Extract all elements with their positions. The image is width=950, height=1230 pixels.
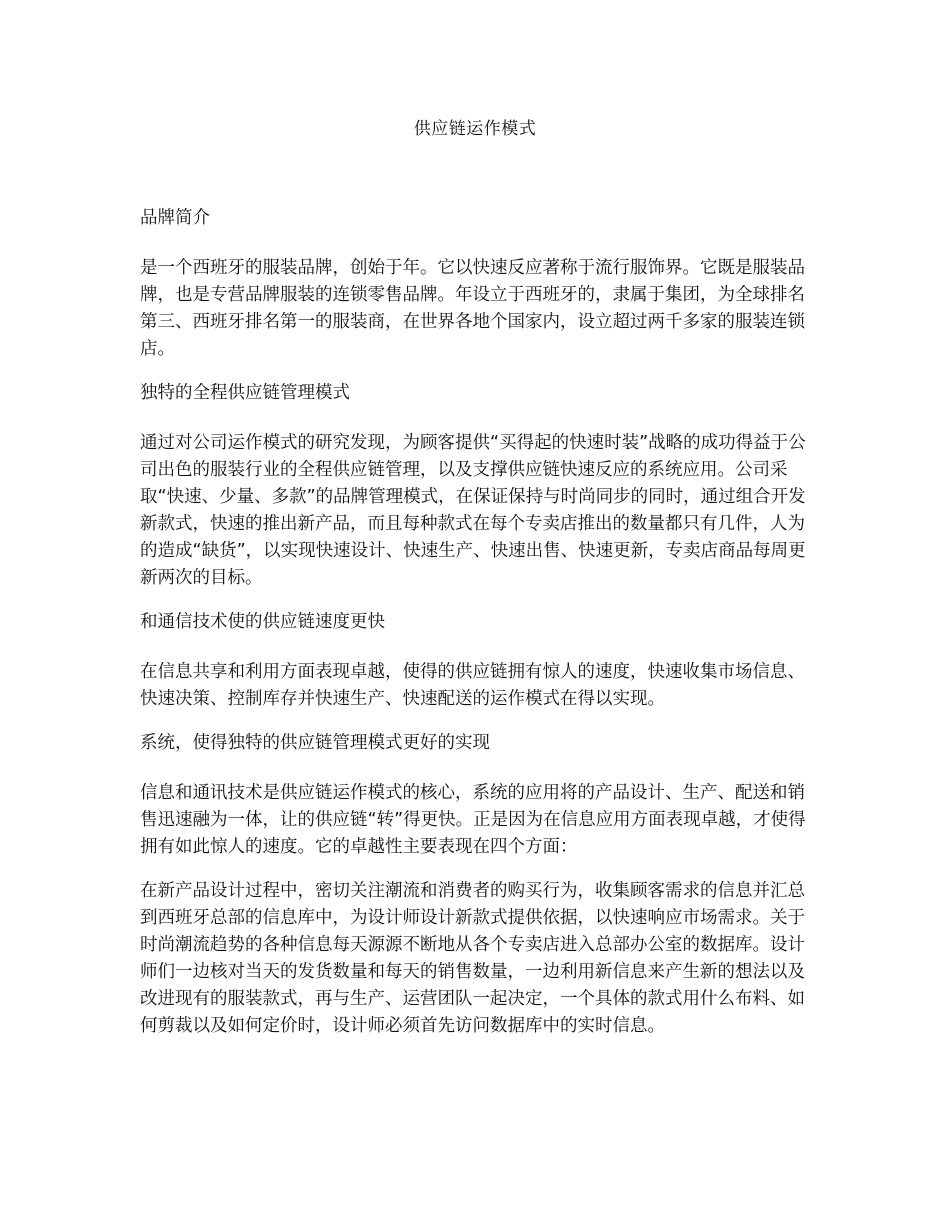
section-heading-communication-tech: 和通信技术使的供应链速度更快	[140, 612, 385, 632]
section-paragraph-system: 信息和通讯技术是供应链运作模式的核心，系统的应用将的产品设计、生产、配送和销售迅速融为一体，让的供应链“转”得更快。正是因为在信息应用方面表现卓越，才使得拥有如此惊人的速度。它的卓越性主要表现在四个方面：	[140, 783, 806, 857]
section-heading-supply-chain-model: 独特的全程供应链管理模式	[140, 383, 350, 403]
section-paragraph-communication-tech: 在信息共享和利用方面表现卓越，使得的供应链拥有惊人的速度，快速收集市场信息、快速决策、控制库存并快速生产、快速配送的运作模式在得以实现。	[140, 662, 805, 709]
document-body	[140, 205, 812, 1057]
section-heading-brand-intro: 品牌简介	[140, 208, 210, 228]
section-paragraph-supply-chain-model: 通过对公司运作模式的研究发现，为顾客提供“买得起的快速时装”战略的成功得益于公司出色的服装行业的全程供应链管理，以及支撑供应链快速反应的系统应用。公司采取“快速、少量、多款”的品牌管理模式，在保证保持与时尚同步的同时，通过组合开发新款式，快速的推出新产品，而且每种款式在每个专卖店推出的数量都只有几件，人为的造成“缺货”，以实现快速设计、快速生产、快速出售、快速更新，专卖店商品每周更新两次的目标。	[140, 433, 806, 588]
section-paragraph-brand-intro: 是一个西班牙的服装品牌，创始于年。它以快速反应著称于流行服饰界。它既是服装品牌，也是专营品牌服装的连锁零售品牌。年设立于西班牙的，隶属于集团，为全球排名第三、西班牙排名第一的服装商，在世界各地个国家内，设立超过两千多家的服装连锁店。	[140, 258, 805, 359]
document-title: 供应链运作模式	[413, 119, 537, 139]
final-paragraph: 在新产品设计过程中，密切关注潮流和消费者的购买行为，收集顾客需求的信息并汇总到西班牙总部的信息库中，为设计师设计新款式提供依据，以快速响应市场需求。关于时尚潮流趋势的各种信息每天源源不断地从各个专卖店进入总部办公室的数据库。设计师们一边核对当天的发货数量和每天的销售数量，一边利用新信息来产生新的想法以及改进现有的服装款式，再与生产、运营团队一起决定，一个具体的款式用什么布料、如何剪裁以及如何定价时，设计师必须首先访问数据库中的实时信息。	[140, 881, 805, 1036]
section-heading-system: 系统，使得独特的供应链管理模式更好的实现	[140, 733, 490, 753]
